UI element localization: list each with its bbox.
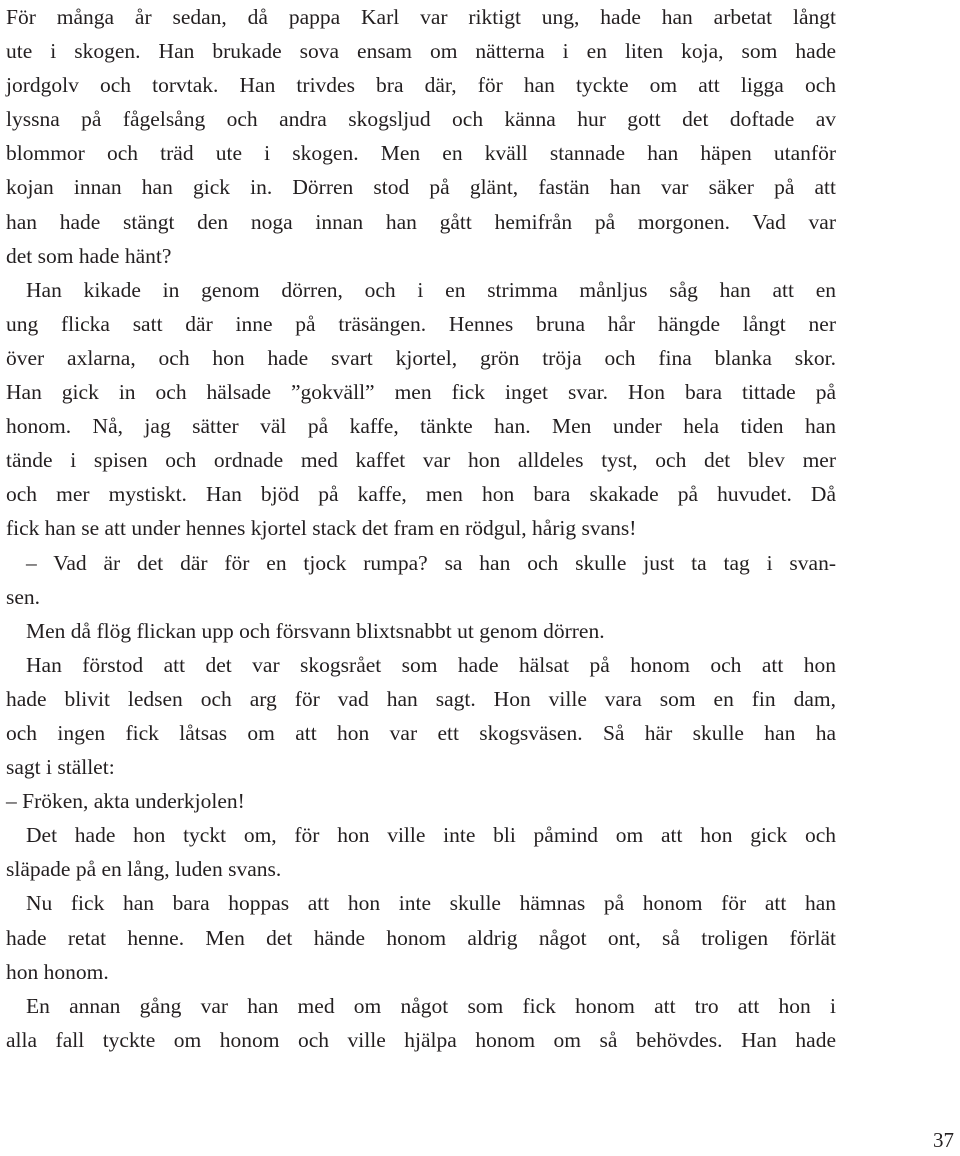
text-line: hon honom. bbox=[6, 959, 109, 984]
text-line: Det hade hon tyckt om, för hon ville inte bli påmind om att hon gick och bbox=[26, 823, 836, 848]
body-text bbox=[6, 0, 836, 1057]
text-line: Han förstod att det var skogsrået som hade hälsat på honom och att hon bbox=[26, 652, 836, 677]
text-line: kojan innan han gick in. Dörren stod på glänt, fastän han var säker på att bbox=[6, 175, 836, 200]
text-line: hade retat henne. Men det hände honom aldrig något ont, så troligen förlät bbox=[6, 925, 836, 950]
text-line: släpade på en lång, luden svans. bbox=[6, 857, 282, 882]
text-line: och mer mystiskt. Han bjöd på kaffe, men hon bara skakade på huvudet. Då bbox=[6, 482, 836, 507]
text-line: blommor och träd ute i skogen. Men en kväll stannade han häpen utanför bbox=[6, 141, 836, 166]
text-line: sagt i stället: bbox=[6, 755, 115, 780]
text-line: jordgolv och torvtak. Han trivdes bra där, för han tyckte om att ligga och bbox=[6, 73, 836, 98]
text-line: alla fall tyckte om honom och ville hjälpa honom om så behövdes. Han hade bbox=[6, 1027, 836, 1052]
text-line: En annan gång var han med om något som fick honom att tro att hon i bbox=[26, 993, 836, 1018]
page-number: 37 bbox=[933, 1128, 954, 1152]
text-line: över axlarna, och hon hade svart kjortel, grön tröja och fina blanka skor. bbox=[6, 345, 836, 370]
text-line: För många år sedan, då pappa Karl var riktigt ung, hade han arbetat långt bbox=[6, 5, 836, 29]
text-line: – Vad är det där för en tjock rumpa? sa han och skulle just ta tag i svan- bbox=[26, 550, 836, 575]
text-line: honom. Nå, jag sätter väl på kaffe, tänkte han. Men under hela tiden han bbox=[6, 414, 836, 439]
text-line: hade blivit ledsen och arg för vad han sagt. Hon ville vara som en fin dam, bbox=[6, 686, 836, 711]
text-line: och ingen fick låtsas om att hon var ett skogsväsen. Så här skulle han ha bbox=[6, 720, 836, 745]
text-line: han hade stängt den noga innan han gått hemifrån på morgonen. Vad var bbox=[6, 209, 836, 234]
text-line: det som hade hänt? bbox=[6, 243, 172, 268]
text-line: lyssna på fågelsång och andra skogsljud och känna hur gott det doftade av bbox=[6, 107, 836, 132]
text-line: Han kikade in genom dörren, och i en strimma månljus såg han att en bbox=[26, 277, 836, 302]
text-line: fick han se att under hennes kjortel stack det fram en rödgul, hårig svans! bbox=[6, 516, 637, 541]
text-line: – Fröken, akta underkjolen! bbox=[6, 789, 245, 814]
text-line: ung flicka satt där inne på träsängen. Hennes bruna hår hängde långt ner bbox=[6, 311, 836, 336]
text-line: Nu fick han bara hoppas att hon inte skulle hämnas på honom för att han bbox=[26, 891, 836, 916]
text-line: tände i spisen och ordnade med kaffet var hon alldeles tyst, och det blev mer bbox=[6, 448, 836, 473]
text-line: Han gick in och hälsade ”gokväll” men fick inget svar. Hon bara tittade på bbox=[6, 380, 836, 405]
text-line: ute i skogen. Han brukade sova ensam om nätterna i en liten koja, som hade bbox=[6, 39, 836, 64]
text-line: Men då flög flickan upp och försvann blixtsnabbt ut genom dörren. bbox=[26, 618, 605, 643]
text-line: sen. bbox=[6, 584, 41, 609]
